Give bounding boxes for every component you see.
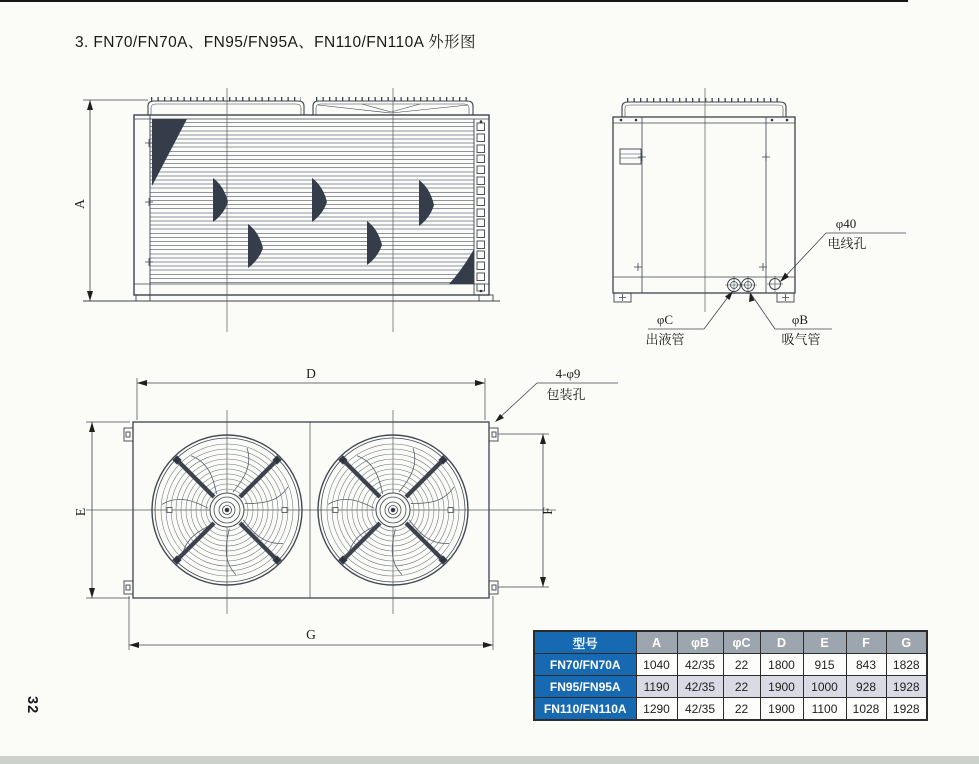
liquid-pipe-size: φC: [656, 312, 674, 327]
value-cell: 928: [846, 676, 886, 698]
callout-suction-pipe: [749, 292, 832, 347]
value-cell: 915: [803, 654, 846, 676]
value-cell: 1928: [886, 698, 927, 721]
header-model: 型号: [534, 631, 636, 654]
wire-hole-label: 电线孔: [827, 236, 867, 251]
dim-e-label: E: [73, 507, 88, 517]
dimension-a: [72, 100, 148, 301]
table-row-fn95: [534, 676, 927, 698]
value-cell: 22: [723, 676, 760, 698]
callout-wire-hole: [780, 216, 906, 282]
dim-d-label: D: [306, 366, 316, 381]
value-cell: 1290: [636, 698, 677, 721]
dimension-f: [498, 434, 555, 587]
header-d: D: [760, 631, 803, 654]
value-cell: 1928: [886, 676, 927, 698]
value-cell: 1040: [636, 654, 677, 676]
model-cell: FN110/FN110A: [534, 698, 636, 721]
fastener-dots: [620, 119, 789, 122]
value-cell: 22: [723, 654, 760, 676]
callout-liquid-pipe: [645, 291, 733, 347]
value-cell: 42/35: [677, 676, 723, 698]
suction-pipe-size: φB: [791, 312, 809, 327]
header-phi-c: φC: [723, 631, 760, 654]
table-row-fn70: [534, 654, 927, 676]
callout-packing-holes: [495, 366, 618, 422]
table-row-fn110: [534, 698, 927, 721]
value-cell: 1900: [760, 676, 803, 698]
value-cell: 1000: [803, 676, 846, 698]
dim-f-label: F: [540, 507, 555, 515]
electrical-box: [620, 149, 641, 164]
wire-hole-size: φ40: [835, 216, 857, 231]
value-cell: 1900: [760, 698, 803, 721]
side-view-drawing: [613, 88, 906, 347]
front-view-drawing: [72, 88, 500, 332]
value-cell: 42/35: [677, 654, 723, 676]
value-cell: 1828: [886, 654, 927, 676]
packing-hole-size: 4-φ9: [555, 366, 581, 381]
suction-pipe-label: 吸气管: [781, 332, 821, 347]
liquid-pipe-label: 出液管: [645, 332, 685, 347]
dimension-d: [137, 366, 485, 420]
model-cell: FN70/FN70A: [534, 654, 636, 676]
page-number: 32: [24, 696, 40, 715]
value-cell: 22: [723, 698, 760, 721]
plan-view-drawing: [73, 366, 618, 650]
value-cell: 1028: [846, 698, 886, 721]
dim-g-label: G: [306, 627, 316, 642]
header-a: A: [636, 631, 677, 654]
value-cell: 1800: [760, 654, 803, 676]
spec-table: [533, 630, 928, 721]
header-g: G: [886, 631, 927, 654]
header-phi-b: φB: [677, 631, 723, 654]
louver-squares: [477, 123, 485, 291]
dim-a-label: A: [72, 199, 87, 209]
coil-shading: [152, 119, 474, 284]
value-cell: 42/35: [677, 698, 723, 721]
value-cell: 1100: [803, 698, 846, 721]
value-cell: 843: [846, 654, 886, 676]
value-cell: 1190: [636, 676, 677, 698]
header-f: F: [846, 631, 886, 654]
packing-hole-label: 包装孔: [546, 387, 586, 402]
spec-table-header-row: [534, 631, 927, 654]
page-title: 3. FN70/FN70A、FN95/FN95A、FN110/FN110A 外形图: [75, 34, 476, 51]
header-e: E: [803, 631, 846, 654]
model-cell: FN95/FN95A: [534, 676, 636, 698]
dimension-g: [129, 596, 493, 650]
pipe-connectors: [725, 276, 783, 294]
